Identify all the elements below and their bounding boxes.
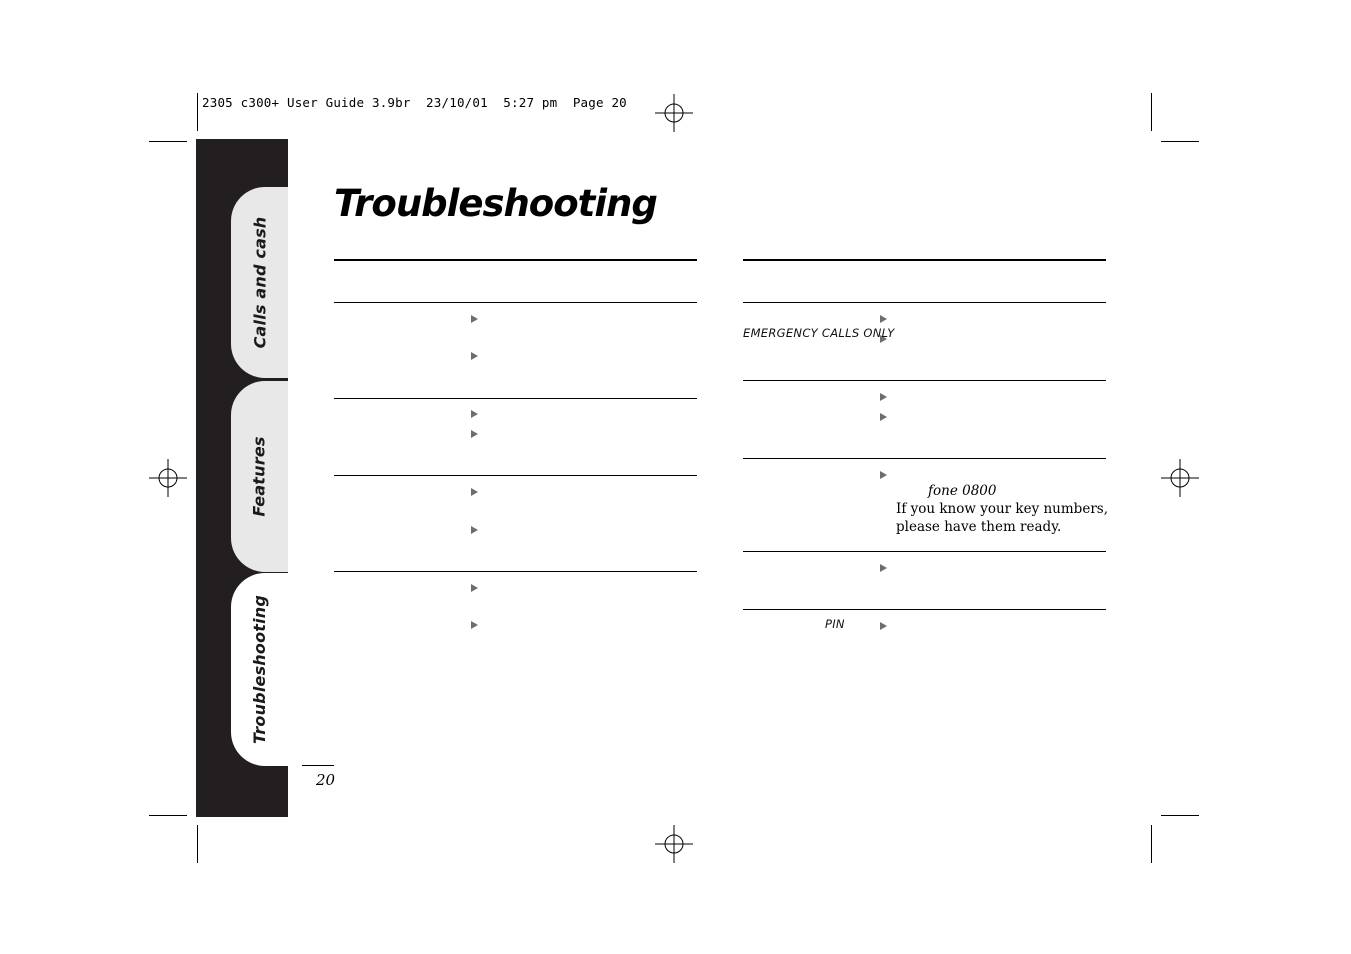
registration-mark-icon bbox=[655, 94, 693, 132]
bullet-arrow-icon bbox=[471, 315, 478, 323]
bullet-arrow-icon bbox=[471, 488, 478, 496]
key-numbers-line-2: please have them ready. bbox=[896, 519, 1062, 535]
crop-mark bbox=[1151, 825, 1152, 863]
page-number: 20 bbox=[316, 771, 336, 789]
bullet-arrow-icon bbox=[880, 564, 887, 572]
crop-mark bbox=[197, 825, 198, 863]
display-message-emergency: EMERGENCY CALLS ONLY bbox=[743, 326, 895, 340]
printer-slug: 2305 c300+ User Guide 3.9br 23/10/01 5:27 pm Page 20 bbox=[202, 95, 627, 110]
tab-features[interactable] bbox=[231, 381, 288, 572]
crop-mark bbox=[1161, 141, 1199, 142]
tab-label: Troubleshooting bbox=[250, 594, 269, 745]
row-divider bbox=[743, 458, 1106, 459]
row-divider bbox=[743, 609, 1106, 610]
tab-troubleshooting[interactable] bbox=[231, 573, 288, 766]
row-divider bbox=[743, 551, 1106, 552]
crop-mark bbox=[197, 93, 198, 131]
bullet-arrow-icon bbox=[880, 471, 887, 479]
key-numbers-line-1: If you know your key numbers, bbox=[896, 501, 1108, 517]
header-rule bbox=[334, 259, 697, 261]
bullet-arrow-icon bbox=[471, 526, 478, 534]
bullet-arrow-icon bbox=[880, 393, 887, 401]
bullet-arrow-icon bbox=[471, 352, 478, 360]
row-divider bbox=[334, 398, 697, 399]
bullet-arrow-icon bbox=[880, 315, 887, 323]
registration-mark-icon bbox=[655, 825, 693, 863]
bullet-arrow-icon bbox=[880, 622, 887, 630]
crop-mark bbox=[1151, 93, 1152, 131]
crop-mark bbox=[1161, 815, 1199, 816]
bullet-arrow-icon bbox=[471, 621, 478, 629]
registration-mark-icon bbox=[1161, 459, 1199, 497]
registration-mark-icon bbox=[149, 459, 187, 497]
display-message-pin: PIN bbox=[825, 617, 845, 631]
tab-label: Features bbox=[250, 436, 269, 517]
bullet-arrow-icon bbox=[471, 410, 478, 418]
tab-label: Calls and cash bbox=[250, 216, 269, 349]
crop-mark bbox=[149, 815, 187, 816]
row-divider bbox=[743, 380, 1106, 381]
row-divider bbox=[334, 302, 697, 303]
row-divider bbox=[334, 571, 697, 572]
page-number-rule bbox=[302, 765, 334, 766]
bullet-arrow-icon bbox=[880, 413, 887, 421]
row-divider bbox=[743, 302, 1106, 303]
header-rule bbox=[743, 259, 1106, 261]
tab-calls-and-cash[interactable] bbox=[231, 187, 288, 378]
bullet-arrow-icon bbox=[471, 430, 478, 438]
crop-mark bbox=[149, 141, 187, 142]
service-name: fone 0800 bbox=[928, 483, 997, 499]
bullet-arrow-icon bbox=[471, 584, 478, 592]
row-divider bbox=[334, 475, 697, 476]
page-title: Troubleshooting bbox=[334, 182, 657, 225]
